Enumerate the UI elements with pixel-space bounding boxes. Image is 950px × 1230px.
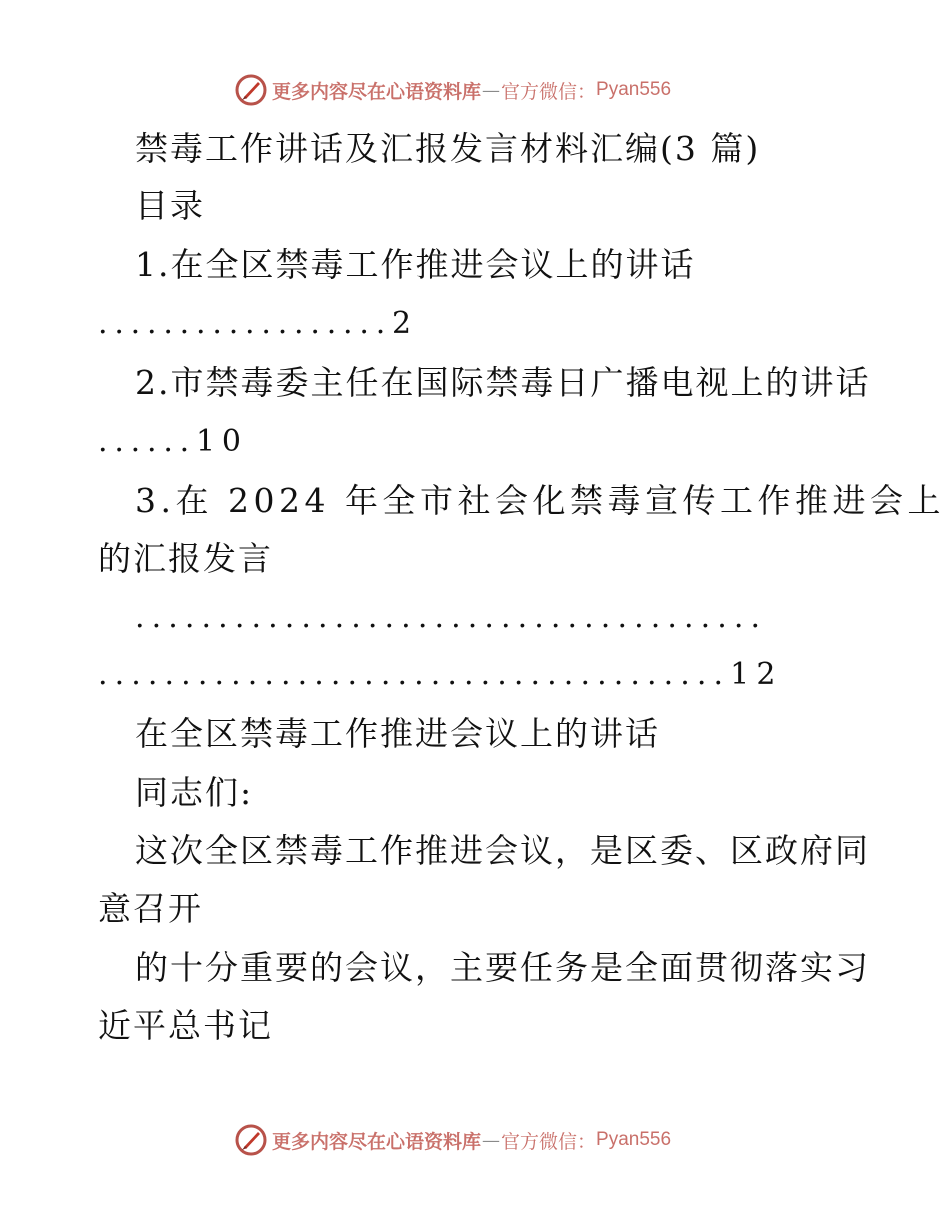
body-paragraph-line: 这次全区禁毒工作推进会议，是区委、区政府同 (135, 831, 870, 870)
toc-item-1-leader: ..................2 (98, 306, 418, 341)
body-paragraph-line: 的十分重要的会议，主要任务是全面贯彻落实习 (135, 948, 870, 987)
toc-item-1[interactable]: 1.在全区禁毒工作推进会议上的讲话 (135, 245, 696, 284)
toc-item-3-leader-line1: ...................................... (135, 600, 768, 635)
header-watermark (234, 72, 671, 108)
watermark-separator: — (482, 1129, 501, 1151)
watermark-brand-text: 更多内容尽在心语资料库 (272, 80, 482, 103)
toc-item-2[interactable]: 2.市禁毒委主任在国际禁毒日广播电视上的讲话 (135, 363, 871, 402)
footer-watermark (234, 1122, 671, 1158)
body-paragraph-line: 近平总书记 (98, 1006, 273, 1045)
toc-item-2-leader: ......10 (98, 424, 248, 459)
document-title: 禁毒工作讲话及汇报发言材料汇编(3 篇) (135, 129, 761, 168)
watermark-wechat-label: 官方微信： (501, 80, 597, 103)
quill-logo-icon (234, 1123, 268, 1157)
section-title: 在全区禁毒工作推进会议上的讲话 (135, 714, 660, 753)
toc-item-3-line2[interactable]: 的汇报发言 (98, 539, 273, 578)
watermark-brand-text: 更多内容尽在心语资料库 (272, 1130, 482, 1153)
quill-logo-icon (234, 73, 268, 107)
watermark-wechat-id: Pyan556 (596, 79, 672, 100)
watermark-wechat-id: Pyan556 (596, 1129, 672, 1150)
watermark-wechat-label: 官方微信： (501, 1130, 597, 1153)
salutation: 同志们: (135, 773, 254, 812)
watermark-separator: — (482, 79, 501, 101)
toc-item-3-leader-line2: ......................................12 (98, 657, 783, 692)
toc-heading: 目录 (135, 186, 205, 225)
body-paragraph-line: 意召开 (98, 889, 203, 928)
toc-item-3-line1[interactable]: 3.在 2024 年全市社会化禁毒宣传工作推进会上 (135, 481, 945, 520)
